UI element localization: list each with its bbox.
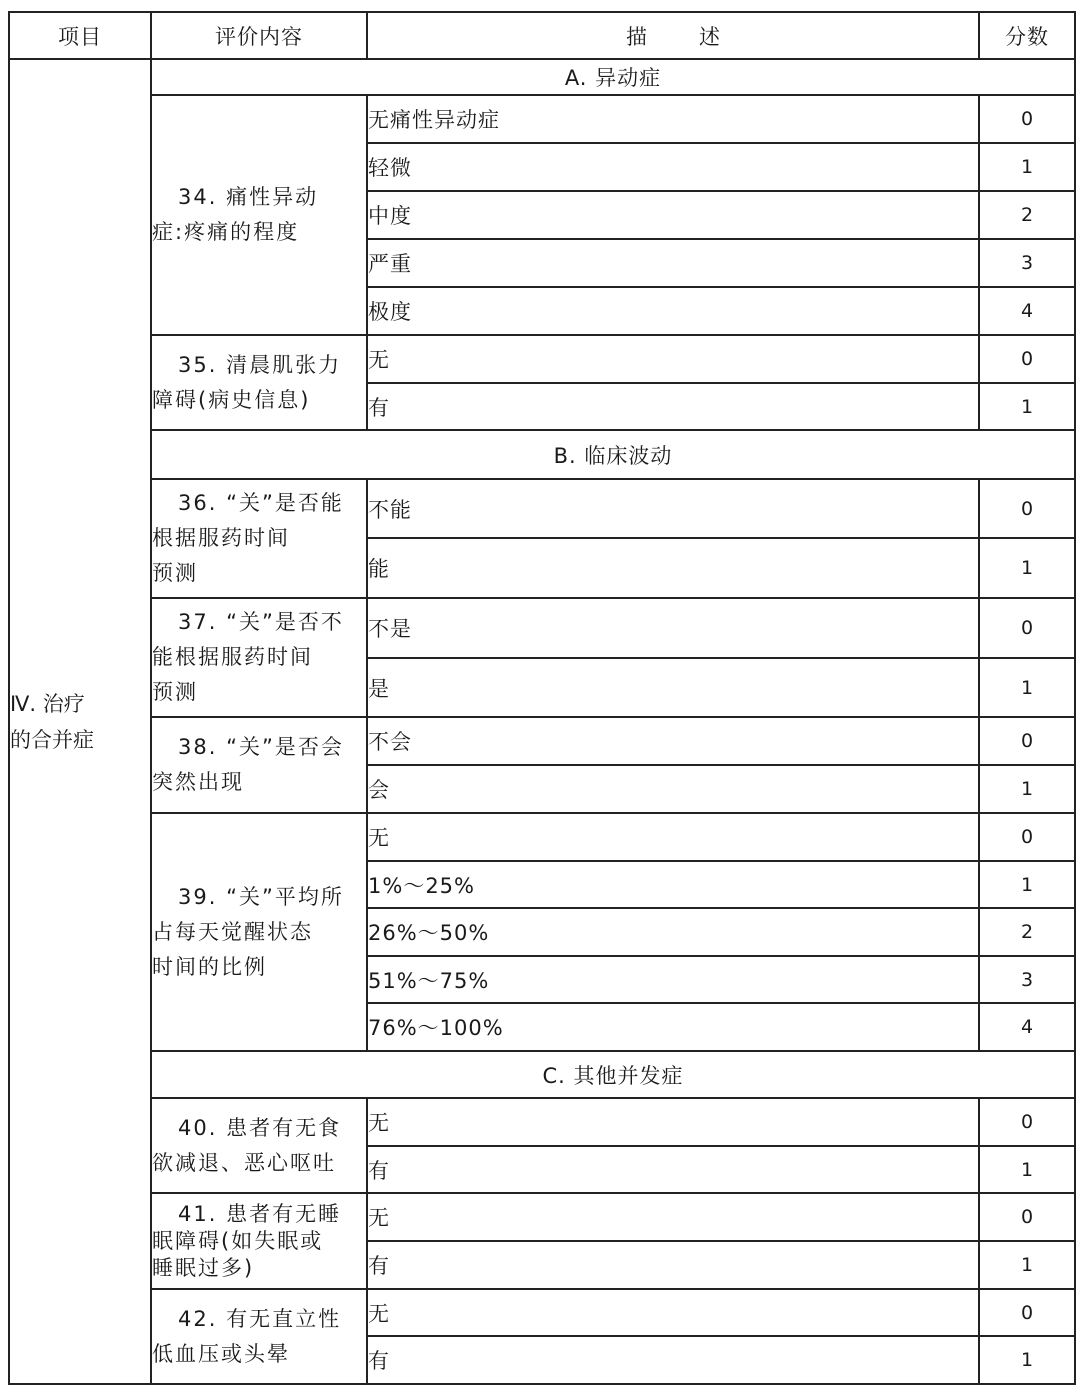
option-score: 3: [979, 239, 1075, 287]
table-row: [9, 95, 1075, 143]
option-label: 1%～25%: [367, 861, 979, 908]
item-34-line-1: 34. 痛性异动: [178, 185, 319, 209]
category-cell: [9, 59, 151, 1384]
option-label: 有: [367, 1336, 979, 1384]
header-description: [367, 12, 979, 59]
table-row: [9, 1193, 1075, 1241]
item-35-line-1: 35. 清晨肌张力: [178, 352, 342, 377]
option-label: 不是: [367, 598, 979, 658]
option-score: 4: [979, 1003, 1075, 1051]
option-score: 0: [979, 717, 1075, 765]
option-score: 0: [979, 598, 1075, 658]
table-row: [9, 335, 1075, 383]
option-label: 能: [367, 538, 979, 598]
item-37-line-3: 预测: [152, 680, 198, 704]
option-score: 3: [979, 956, 1075, 1003]
option-label: 中度: [367, 191, 979, 239]
option-label: 51%～75%: [367, 956, 979, 1003]
option-score: 0: [979, 1098, 1075, 1146]
item-41-line-2: 眠障碍(如失眠或: [152, 1228, 324, 1253]
option-label: 不会: [367, 717, 979, 765]
option-label: 是: [367, 658, 979, 717]
table-row: [9, 1289, 1075, 1336]
option-score: 0: [979, 479, 1075, 538]
option-score: 1: [979, 1336, 1075, 1384]
header-project: 项目: [9, 12, 151, 59]
item-37-line-2: 能根据服药时间: [152, 645, 313, 669]
option-label: 会: [367, 765, 979, 813]
header-description-second: 述: [699, 24, 720, 49]
category-line-1: Ⅳ. 治疗: [10, 691, 85, 716]
option-score: 1: [979, 658, 1075, 717]
item-40-line-1: 40. 患者有无食: [178, 1115, 342, 1140]
option-label: 有: [367, 1241, 979, 1289]
option-label: 无: [367, 1289, 979, 1336]
item-36-line-3: 预测: [152, 561, 198, 585]
option-label: 严重: [367, 239, 979, 287]
item-38-line-1: 38. “关”是否会: [178, 735, 344, 759]
option-score: 1: [979, 765, 1075, 813]
item-41-line-3: 睡眠过多): [152, 1255, 255, 1280]
item-36-content: [151, 479, 367, 598]
item-42-line-1: 42. 有无直立性: [178, 1306, 342, 1331]
item-34-content: [151, 95, 367, 335]
item-39-line-3: 时间的比例: [152, 954, 267, 979]
table-row: [9, 813, 1075, 861]
item-36-line-2: 根据服药时间: [152, 526, 290, 550]
option-score: 1: [979, 383, 1075, 430]
option-label: 无: [367, 1193, 979, 1241]
header-content: 评价内容: [151, 12, 367, 59]
header-row: [9, 12, 1075, 59]
item-35-content: [151, 335, 367, 430]
item-34-line-2: 症:疼痛的程度: [152, 220, 300, 244]
option-score: 0: [979, 813, 1075, 861]
section-row: [9, 59, 1075, 95]
evaluation-table: [8, 11, 1076, 1385]
section-a-title: A. 异动症: [151, 59, 1075, 95]
item-42-line-2: 低血压或头晕: [152, 1341, 290, 1366]
table-row: [9, 1098, 1075, 1146]
item-40-content: [151, 1098, 367, 1193]
category-line-2: 的合并症: [10, 727, 94, 752]
option-label: 有: [367, 383, 979, 430]
item-40-line-2: 欲减退、恶心呕吐: [152, 1150, 336, 1175]
option-score: 4: [979, 287, 1075, 335]
option-label: 26%～50%: [367, 908, 979, 956]
option-score: 1: [979, 538, 1075, 598]
item-39-line-2: 占每天觉醒状态: [152, 919, 313, 944]
option-score: 0: [979, 1289, 1075, 1336]
item-38-content: [151, 717, 367, 813]
option-score: 1: [979, 143, 1075, 191]
item-39-line-1: 39. “关”平均所: [178, 884, 344, 909]
item-38-line-2: 突然出现: [152, 770, 244, 794]
option-label: 无痛性异动症: [367, 95, 979, 143]
option-score: 1: [979, 861, 1075, 908]
item-41-line-1: 41. 患者有无睡: [178, 1201, 342, 1226]
table-row: [9, 598, 1075, 658]
section-c-title: C. 其他并发症: [151, 1051, 1075, 1098]
item-39-content: [151, 813, 367, 1051]
item-37-line-1: 37. “关”是否不: [178, 610, 344, 634]
option-label: 轻微: [367, 143, 979, 191]
header-description-first: 描: [626, 24, 647, 49]
option-score: 2: [979, 908, 1075, 956]
header-score: 分数: [979, 12, 1075, 59]
section-row: [9, 430, 1075, 479]
table-row: [9, 479, 1075, 538]
option-score: 1: [979, 1146, 1075, 1193]
option-score: 0: [979, 1193, 1075, 1241]
option-label: 无: [367, 813, 979, 861]
option-label: 有: [367, 1146, 979, 1193]
table-row: [9, 717, 1075, 765]
item-37-content: [151, 598, 367, 717]
section-b-title: B. 临床波动: [151, 430, 1075, 479]
item-42-content: [151, 1289, 367, 1384]
option-score: 2: [979, 191, 1075, 239]
item-36-line-1: 36. “关”是否能: [178, 491, 344, 515]
option-score: 1: [979, 1241, 1075, 1289]
section-row: [9, 1051, 1075, 1098]
item-35-line-2: 障碍(病史信息): [152, 387, 311, 412]
option-label: 不能: [367, 479, 979, 538]
option-label: 无: [367, 1098, 979, 1146]
option-label: 76%～100%: [367, 1003, 979, 1051]
option-score: 0: [979, 95, 1075, 143]
item-41-content: [151, 1193, 367, 1289]
option-score: 0: [979, 335, 1075, 383]
option-label: 极度: [367, 287, 979, 335]
option-label: 无: [367, 335, 979, 383]
